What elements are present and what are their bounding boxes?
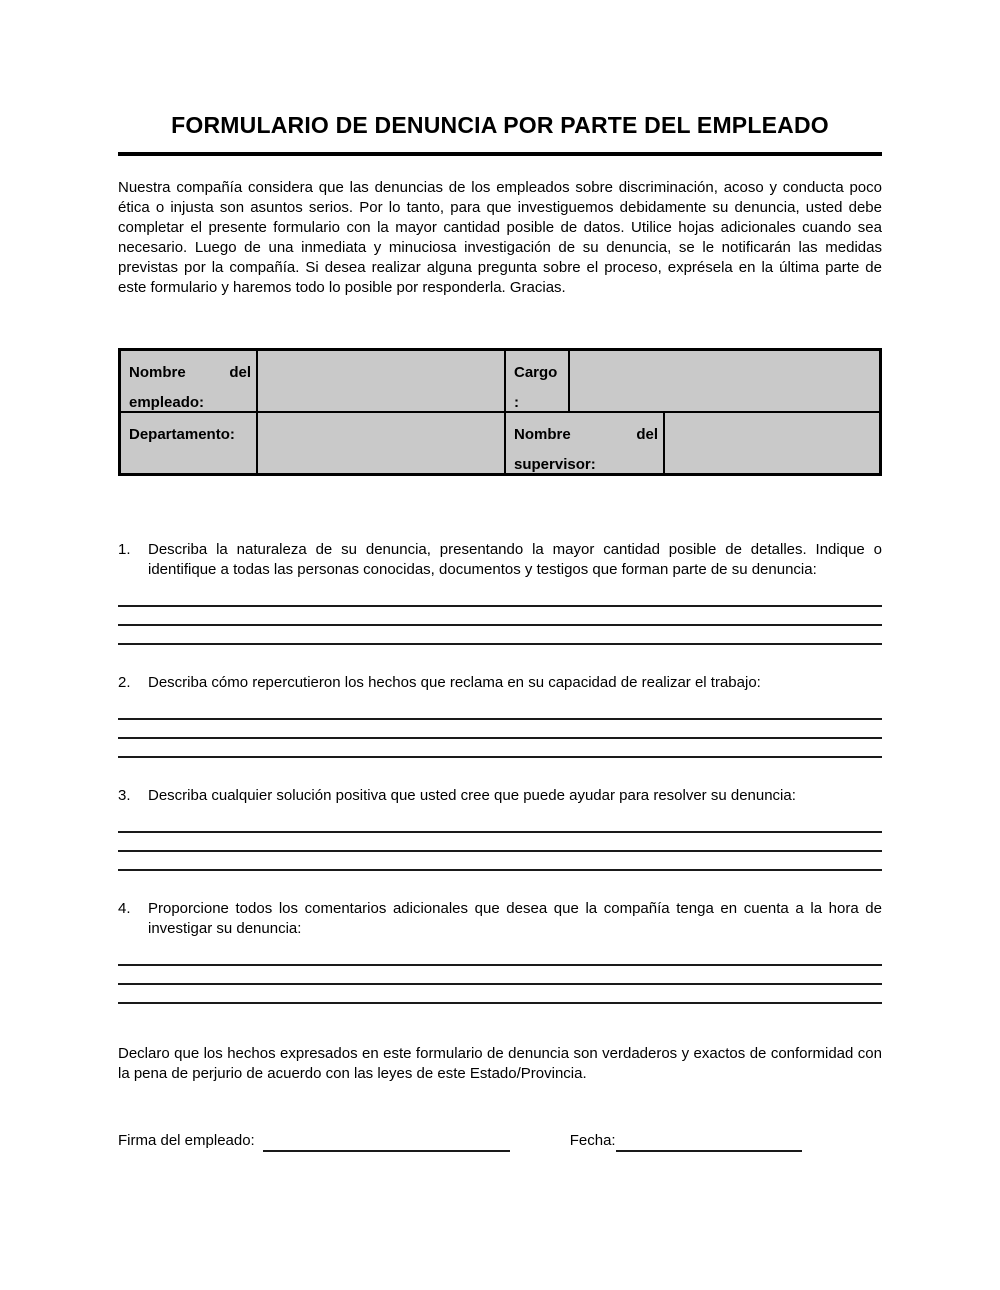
question-2 bbox=[118, 673, 882, 758]
answer-line bbox=[118, 985, 882, 1004]
answer-line bbox=[118, 701, 882, 720]
position-field bbox=[570, 351, 879, 411]
employee-name-label: Nombre del empleado: bbox=[121, 351, 258, 411]
question-1-body: Describa la naturaleza de su denuncia, presentando la mayor cantidad posible de detalles. Indique o identifique a todas las personas conocidas, documentos y testigos que forman parte de su denuncia: bbox=[148, 541, 882, 578]
employee-name-field bbox=[258, 351, 506, 411]
employee-info-table bbox=[118, 348, 882, 476]
question-4-body: Proporcione todos los comentarios adicionales que desea que la compañía tenga en cuenta a la hora de investigar su denuncia: bbox=[148, 900, 882, 937]
question-3-number: 3. bbox=[118, 787, 131, 804]
question-1-number: 1. bbox=[118, 541, 131, 558]
answer-line bbox=[118, 852, 882, 871]
answer-line bbox=[118, 947, 882, 966]
question-4-number: 4. bbox=[118, 900, 131, 917]
question-2-number: 2. bbox=[118, 674, 131, 691]
answer-line bbox=[118, 814, 882, 833]
signature-line bbox=[263, 1132, 510, 1152]
answer-line bbox=[118, 720, 882, 739]
question-4-text bbox=[118, 899, 882, 939]
answer-line bbox=[118, 739, 882, 758]
position-label: Cargo : bbox=[506, 351, 570, 411]
date-label: Fecha: bbox=[569, 1132, 616, 1149]
date-line bbox=[616, 1132, 802, 1152]
supervisor-name-field bbox=[665, 413, 879, 473]
answer-line bbox=[118, 588, 882, 607]
form-title: FORMULARIO DE DENUNCIA POR PARTE DEL EMPLEADO bbox=[171, 112, 829, 138]
signature-section bbox=[118, 1130, 882, 1152]
intro-paragraph: Nuestra compañía considera que las denuncias de los empleados sobre discriminación, acoso y conducta poco ética o injusta son asuntos serios. Por lo tanto, para que investiguemos debidamente su denuncia, usted debe completar el presente formulario con la mayor cantidad posible de datos. Utilice hojas adicionales cuando sea necesario. Luego de una inmediata y minuciosa investigación de su denuncia, se le notificarán las medidas previstas por la compañía. Si desea realizar alguna pregunta sobre el proceso, exprésela en la última parte de este formulario y haremos todo lo posible por responderla. Gracias. bbox=[118, 179, 882, 296]
question-4 bbox=[118, 899, 882, 1004]
question-3 bbox=[118, 786, 882, 871]
title-rule bbox=[118, 152, 882, 156]
question-3-answer-lines bbox=[118, 814, 882, 871]
question-1-answer-lines bbox=[118, 588, 882, 645]
perjury-declaration: Declaro que los hechos expresados en este formulario de denuncia son verdaderos y exactos de conformidad con la pena de perjurio de acuerdo con las leyes de este Estado/Provincia. bbox=[118, 1045, 882, 1082]
question-2-body: Describa cómo repercutieron los hechos que reclama en su capacidad de realizar el trabajo: bbox=[148, 674, 761, 691]
info-table-row-1 bbox=[121, 351, 879, 413]
supervisor-name-label: Nombre del supervisor: bbox=[506, 413, 665, 473]
question-3-text bbox=[118, 786, 882, 806]
question-2-text bbox=[118, 673, 882, 693]
answer-line bbox=[118, 607, 882, 626]
question-1-text bbox=[118, 540, 882, 580]
question-4-answer-lines bbox=[118, 947, 882, 1004]
question-3-body: Describa cualquier solución positiva que usted cree que puede ayudar para resolver su denuncia: bbox=[148, 787, 796, 804]
answer-line bbox=[118, 626, 882, 645]
department-label: Departamento: bbox=[121, 413, 258, 473]
info-table-row-2 bbox=[121, 413, 879, 473]
signature-label: Firma del empleado: bbox=[118, 1132, 255, 1149]
date-group bbox=[570, 1130, 802, 1152]
question-1 bbox=[118, 540, 882, 645]
answer-line bbox=[118, 966, 882, 985]
answer-line bbox=[118, 833, 882, 852]
questions-section bbox=[118, 540, 882, 1004]
question-2-answer-lines bbox=[118, 701, 882, 758]
department-field bbox=[258, 413, 506, 473]
